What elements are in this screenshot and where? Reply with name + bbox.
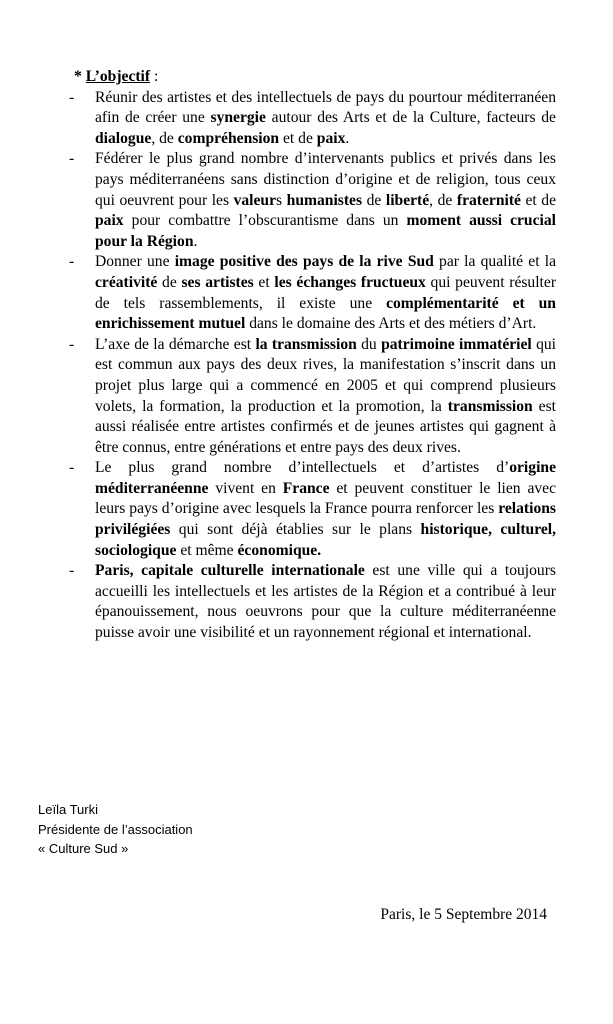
body-text: de: [157, 273, 182, 291]
bold-text: moment aussi crucial pour la Région: [95, 212, 556, 250]
bold-text: complémentarité et un enrichissement mutuel: [95, 294, 556, 333]
bold-text: humanistes: [286, 191, 363, 209]
objective-item: [68, 149, 556, 252]
list-dash: -: [69, 459, 75, 477]
body-text: L’axe de la démarche est: [95, 335, 256, 353]
body-text: et peuvent constituer le lien avec leurs pays d’origine avec lesquels la France pourra renforcer les: [95, 479, 557, 518]
bold-text: valeur: [233, 191, 277, 209]
objective-list: [68, 88, 556, 644]
heading-title: L’objectif: [85, 68, 151, 85]
bold-text: fraternité: [456, 191, 521, 209]
objective-item: [68, 458, 556, 561]
body-text: et de: [520, 191, 557, 209]
list-dash: -: [69, 150, 75, 168]
bold-text: Paris, capitale culturelle internationale: [95, 562, 365, 580]
objective-item: [68, 561, 556, 643]
objective-item: [68, 335, 556, 459]
body-text: Fédérer le plus grand nombre d’intervenants publics et privés dans les pays méditerranéens sans distinction d’origine et de religion, tous ceux qui oeuvrent pour les: [95, 150, 556, 209]
bold-text: historique, culturel, sociologique: [95, 521, 557, 559]
body-text: qui est commun aux pays des deux rives, la manifestation s’inscrit dans un projet plus large qui a commencé en 2005 et qui comprend plusieurs volets, la formation, la production et la promotion, la: [95, 335, 556, 415]
list-dash: -: [69, 88, 75, 106]
bold-text: synergie: [210, 109, 266, 127]
body-text: s: [276, 191, 287, 209]
body-text: et de: [279, 129, 317, 147]
body-text: pour combattre l’obscurantisme dans un: [123, 212, 407, 230]
body-text: autour des Arts et de la Culture, facteurs de: [265, 109, 556, 127]
body-text: est une ville qui a toujours accueilli les intellectuels et les artistes de la Région et a contribué à leur épanouissement, nous oeuvrons pour que la culture méditerranéenne puisse avoir une visibilité et un rayonnement régional et international.: [95, 562, 556, 642]
bold-text: paix: [95, 212, 124, 230]
bold-text: origine méditerranéenne: [95, 459, 556, 497]
list-dash: -: [69, 335, 75, 353]
heading-star: *: [74, 68, 86, 85]
bold-text: relations privilégiées: [95, 500, 556, 539]
body-text: Donner une: [95, 253, 175, 271]
list-dash: -: [69, 253, 75, 271]
place-date: Paris, le 5 Septembre 2014: [380, 906, 547, 923]
body-text: de: [362, 191, 386, 209]
body-text: du: [356, 335, 382, 353]
objective-section: [68, 67, 556, 644]
body-text: , de: [151, 129, 178, 147]
body-text: et: [253, 273, 275, 291]
body-text: Réunir des artistes et des intellectuels de pays du pourtour méditerranéen afin de créer une: [95, 88, 556, 127]
bold-text: image positive des pays de la rive Sud: [174, 253, 434, 271]
bold-text: liberté: [385, 191, 430, 209]
signatory-role: Présidente de l’association: [38, 821, 193, 837]
body-text: .: [345, 129, 350, 147]
bold-text: paix: [316, 129, 346, 147]
body-text: est aussi réalisée entre artistes confirmés et de jeunes artistes qui gagnent à être connus, entre générations et entre pays des deux rives.: [95, 397, 556, 456]
bold-text: patrimoine immatériel: [381, 335, 532, 353]
body-text: Le plus grand nombre d’intellectuels et d’artistes d’: [95, 459, 510, 477]
objective-item: [68, 252, 556, 334]
signatory-name: Leïla Turki: [38, 802, 98, 817]
bold-text: France: [282, 479, 330, 497]
heading-colon: :: [150, 68, 159, 85]
bold-text: la transmission: [255, 335, 357, 353]
bold-text: compréhension: [177, 129, 280, 147]
body-text: , de: [429, 191, 457, 209]
bold-text: les échanges fructueux: [274, 273, 426, 291]
body-text: qui peuvent résulter de tels rassemblements, il existe une: [95, 273, 557, 312]
list-dash: -: [69, 562, 75, 580]
body-text: dans le domaine des Arts et des métiers d’Art.: [245, 315, 537, 333]
body-text: qui sont déjà établies sur le plans: [170, 521, 421, 539]
bold-text: ses artistes: [181, 273, 254, 291]
body-text: et même: [176, 541, 238, 559]
signature-block: [38, 800, 193, 859]
objective-item: [68, 88, 556, 150]
body-text: vivent en: [208, 479, 283, 497]
body-text: .: [193, 232, 198, 250]
bold-text: dialogue: [95, 129, 152, 147]
bold-text: créativité: [95, 273, 158, 291]
association-name: « Culture Sud »: [38, 841, 129, 856]
objective-heading: [74, 67, 556, 88]
bold-text: transmission: [447, 397, 533, 415]
bold-text: économique.: [237, 541, 322, 559]
body-text: par la qualité et la: [433, 253, 556, 271]
